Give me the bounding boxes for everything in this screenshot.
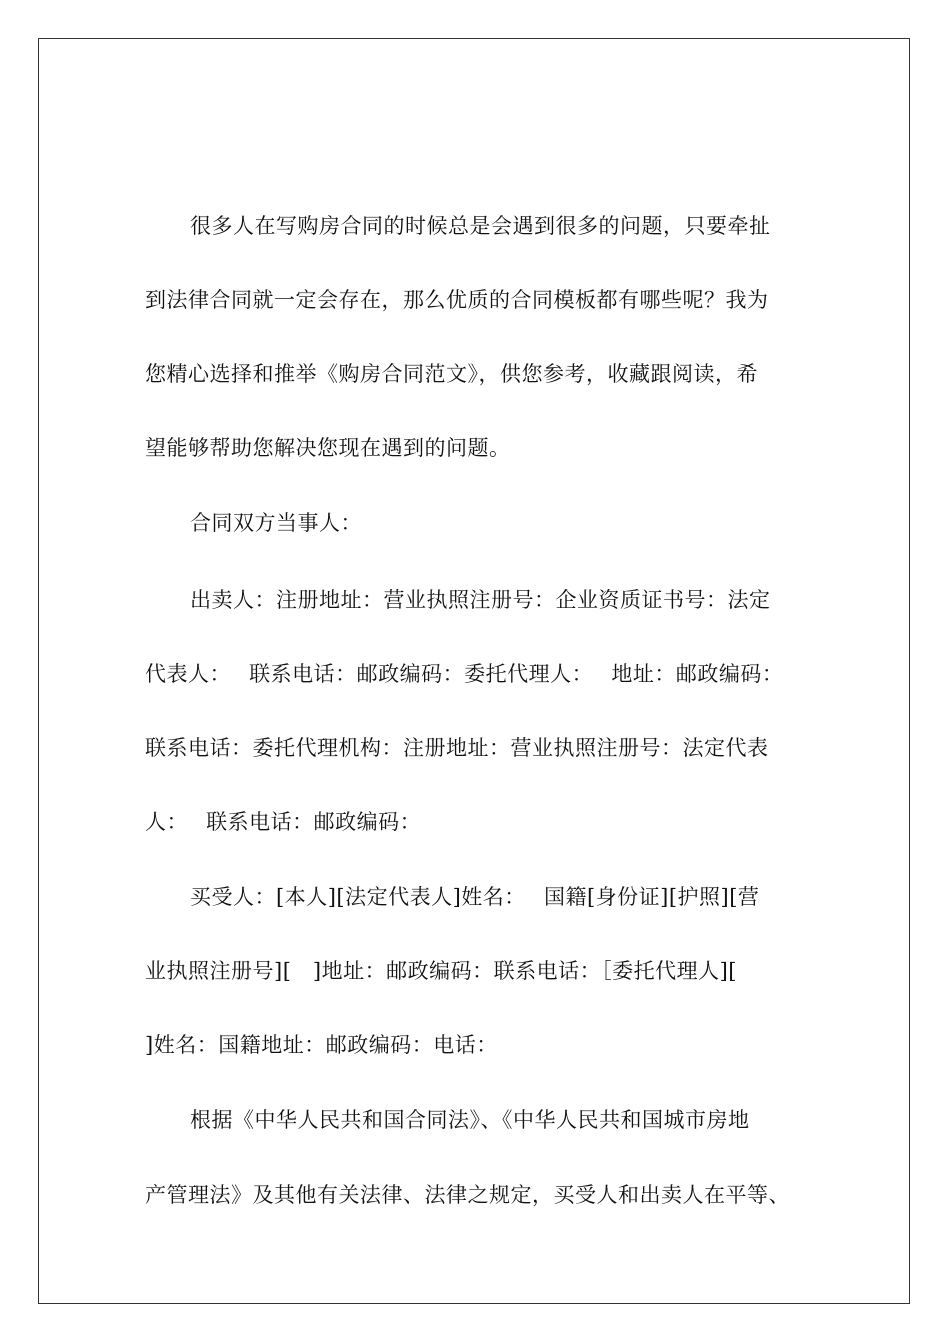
- seller-line-2: 代表人： 联系电话：邮政编码：委托代理人： 地址：邮政编码：: [145, 662, 784, 686]
- buyer-line-2: 业执照注册号][ ]地址：邮政编码：联系电话：［委托代理人][: [145, 959, 737, 983]
- seller-line-4: 人： 联系电话：邮政编码：: [145, 810, 422, 834]
- buyer-line-1: 买受人：[本人][法定代表人]姓名： 国籍[身份证][护照][营: [190, 885, 760, 909]
- paragraph-intro-line-2: 到法律合同就一定会存在，那么优质的合同模板都有哪些呢？我为: [145, 288, 769, 312]
- paragraph-intro-line-4: 望能够帮助您解决您现在遇到的问题。: [145, 436, 511, 460]
- parties-heading: 合同双方当事人：: [190, 511, 362, 535]
- paragraph-intro-line-1: 很多人在写购房合同的时候总是会遇到很多的问题，只要牵扯: [190, 214, 771, 238]
- basis-line-1: 根据《中华人民共和国合同法》、《中华人民共和国城市房地: [190, 1108, 750, 1132]
- basis-line-2: 产管理法》及其他有关法律、法律之规定，买受人和出卖人在平等、: [145, 1183, 790, 1207]
- buyer-line-3: ]姓名：国籍地址：邮政编码：电话：: [145, 1033, 498, 1057]
- paragraph-intro-line-3: 您精心选择和推举《购房合同范文》，供您参考，收藏跟阅读，希: [145, 362, 758, 386]
- seller-line-1: 出卖人：注册地址：营业执照注册号：企业资质证书号：法定: [190, 588, 771, 612]
- seller-line-3: 联系电话：委托代理机构：注册地址：营业执照注册号：法定代表: [145, 736, 769, 760]
